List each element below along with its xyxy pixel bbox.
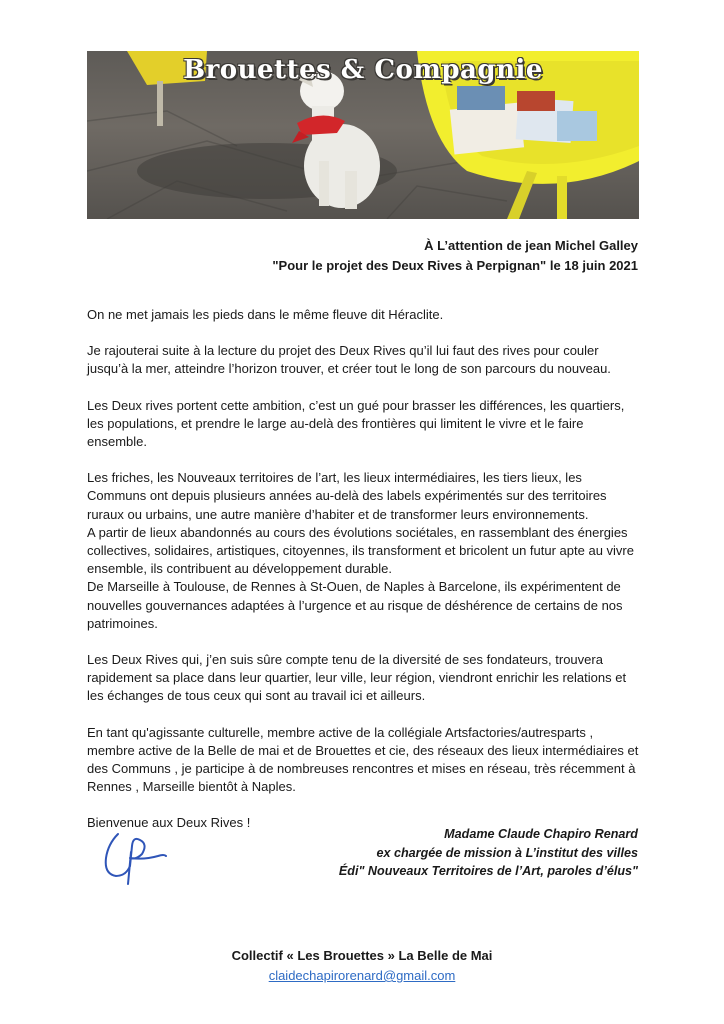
paragraph-2: Je rajouterai suite à la lecture du projet des Deux Rives qu’il lui faut des rives pour couler jusqu’à la mer, atteindre l’horizon trouver, et créer tout le long de son parcours du nouveau. bbox=[87, 343, 611, 377]
addressee-line: À L’attention de jean Michel Galley bbox=[424, 238, 638, 253]
signatory-program: Édi" Nouveaux Territoires de l’Art, paroles d’élus" bbox=[338, 864, 638, 878]
footer-collectif: Collectif « Les Brouettes » La Belle de Mai bbox=[231, 948, 493, 963]
header-banner bbox=[87, 51, 639, 219]
handwritten-signature bbox=[100, 826, 170, 888]
email-link[interactable]: claidechapirorenard@gmail.com bbox=[268, 968, 456, 983]
signatory-name: Madame Claude Chapiro Renard bbox=[444, 827, 638, 841]
footer bbox=[0, 946, 724, 986]
paragraph-8: En tant qu'agissante culturelle, membre active de la collégiale Artsfactories/autresparts , membre active de la Belle de mai et de Brouettes et cie, des réseaux des lieux intermédiaires et des Communs , je participe à de nombreuses rencontres et mises en réseau, très récemment à Rennes , Marseille bientôt à Naples. bbox=[87, 724, 639, 795]
paragraph-6: De Marseille à Toulouse, de Rennes à St-Ouen, de Naples à Barcelone, ils expérimentent de nouvelles gouvernances adaptées à l’urgence et au risque de déshérence de certains de nos patrimoines. bbox=[87, 579, 623, 631]
paragraph-7: Les Deux Rives qui, j’en suis sûre compte tenu de la diversité de ses fondateurs, trouvera rapidement sa place dans leur quartier, leur ville, leur région, viendront enrichir les relations et les échanges de tous ceux qui sont au travail ici et ailleurs. bbox=[87, 652, 627, 704]
paragraph-9: Bienvenue aux Deux Rives ! bbox=[87, 815, 251, 831]
paragraph-1: On ne met jamais les pieds dans le même fleuve dit Héraclite. bbox=[87, 307, 444, 322]
signature-block bbox=[339, 825, 638, 881]
banner-title: Brouettes & Compagnie bbox=[183, 55, 543, 85]
paragraph-3: Les Deux rives portent cette ambition, c’est un gué pour brasser les différences, les quartiers, les populations, et prendre le large au-delà des frontières qui limitent le vivre et le faire ensemble. bbox=[87, 397, 625, 450]
signatory-role: ex chargée de mission à L’institut des villes bbox=[376, 845, 638, 860]
letter-body bbox=[87, 306, 642, 851]
addressee-block bbox=[272, 236, 638, 276]
paragraph-5: A partir de lieux abandonnés au cours des évolutions sociétales, en rassemblant des énergies collectives, solidaires, artistiques, citoyennes, ils transforment et bricolent un futur apte au vivre ensemble, ils contribuent au développement durable. bbox=[87, 524, 634, 577]
paragraph-4: Les friches, les Nouveaux territoires de l’art, les lieux intermédiaires, les tiers lieux, les Communs ont depuis plusieurs années au-delà des labels expérimentés sur des territoires ruraux ou urbains, une autre manière d’habiter et de transformer leurs environnements. bbox=[87, 470, 607, 522]
project-line: "Pour le projet des Deux Rives à Perpignan" le 18 juin 2021 bbox=[272, 258, 638, 273]
